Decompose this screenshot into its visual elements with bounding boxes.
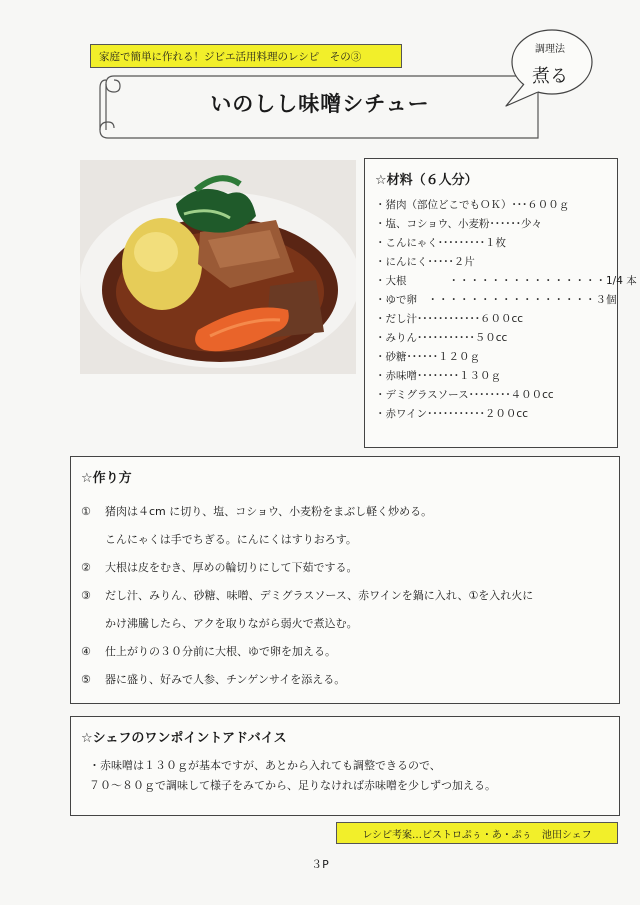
step-number: ③ xyxy=(81,589,91,602)
ingredient-item: ・にんにく･････２片 xyxy=(375,256,475,268)
credit-text: レシピ考案…ビストロぷぅ・あ・ぷぅ 池田シェフ xyxy=(362,829,592,841)
step-item xyxy=(81,498,609,526)
step-item xyxy=(81,610,609,638)
step-item xyxy=(81,666,609,694)
cooking-method-value: 煮る xyxy=(532,66,568,87)
ingredient-item: ・大根 ・・・・・・・・・・・・・・・1/4 本 xyxy=(375,275,637,287)
ingredient-item: ・デミグラスソース････････４００cc xyxy=(375,389,554,401)
page-number: ３P xyxy=(311,858,329,871)
ingredients-heading: ☆材料（６人分） xyxy=(375,173,478,188)
step-text: 器に盛り、好みで人参、チンゲンサイを添える。 xyxy=(105,673,346,686)
method-box xyxy=(70,456,620,704)
ingredient-item: ・猪肉（部位どこでもＯＫ）･･･６００ｇ xyxy=(375,199,570,211)
ingredient-item: ・ゆで卵 ・・・・・・・・・・・・・・・・３個 xyxy=(375,294,617,306)
advice-box xyxy=(70,716,620,816)
step-number: ⑤ xyxy=(81,673,91,686)
method-heading: ☆作り方 xyxy=(81,471,132,486)
ingredient-list xyxy=(375,196,637,424)
step-text: 猪肉は４cm に切り、塩、コショウ、小麦粉をまぶし軽く炒める。 xyxy=(105,505,433,518)
step-text: だし汁、みりん、砂糖、味噌、デミグラスソース、赤ワインを鍋に入れ、①を入れ火に xyxy=(105,589,534,602)
advice-line: ７０～８０ｇで調味して様子をみてから、足りなければ赤味噌を少しずつ加える。 xyxy=(89,779,496,792)
series-label: 家庭で簡単に作れる！ジビエ活用料理のレシピ その③ xyxy=(99,50,362,63)
step-item xyxy=(81,582,609,610)
advice-heading: ☆シェフのワンポイントアドバイス xyxy=(81,731,287,746)
step-item xyxy=(81,526,609,554)
ingredient-item: ・砂糖･･････１２０ｇ xyxy=(375,351,480,363)
step-number: ④ xyxy=(81,645,91,658)
ingredients-box xyxy=(364,158,637,448)
step-text: 大根は皮をむき、厚めの輪切りにして下茹でする。 xyxy=(105,561,358,574)
series-banner xyxy=(90,44,402,68)
recipe-title: いのしし味噌シチュー xyxy=(210,92,430,116)
ingredient-item: ・赤味噌････････１３０ｇ xyxy=(375,370,501,382)
ingredient-item: ・みりん･･･････････５０cc xyxy=(375,332,508,344)
step-item xyxy=(81,554,609,582)
chef-credit xyxy=(336,822,618,844)
ingredient-item: ・こんにゃく･････････１枚 xyxy=(375,237,507,249)
step-number: ② xyxy=(81,561,91,574)
ingredient-item: ・だし汁････････････６００cc xyxy=(375,313,524,325)
ingredient-item: ・塩、コショウ、小麦粉･･････少々 xyxy=(375,218,542,230)
step-text: こんにゃくは手でちぎる。にんにくはすりおろす。 xyxy=(105,533,357,546)
step-list xyxy=(81,498,609,694)
dish-photo xyxy=(80,160,356,374)
ingredient-item: ・赤ワイン･･･････････２００cc xyxy=(375,408,528,420)
step-number: ① xyxy=(81,505,91,518)
step-item xyxy=(81,638,609,666)
advice-line: ・赤味噌は１３０ｇが基本ですが、あとから入れても調整できるので、 xyxy=(89,759,441,772)
step-text: かけ沸騰したら、アクを取りながら弱火で煮込む。 xyxy=(105,617,358,630)
cooking-method-label: 調理法 xyxy=(535,44,565,55)
step-text: 仕上がりの３０分前に大根、ゆで卵を加える。 xyxy=(105,645,336,658)
